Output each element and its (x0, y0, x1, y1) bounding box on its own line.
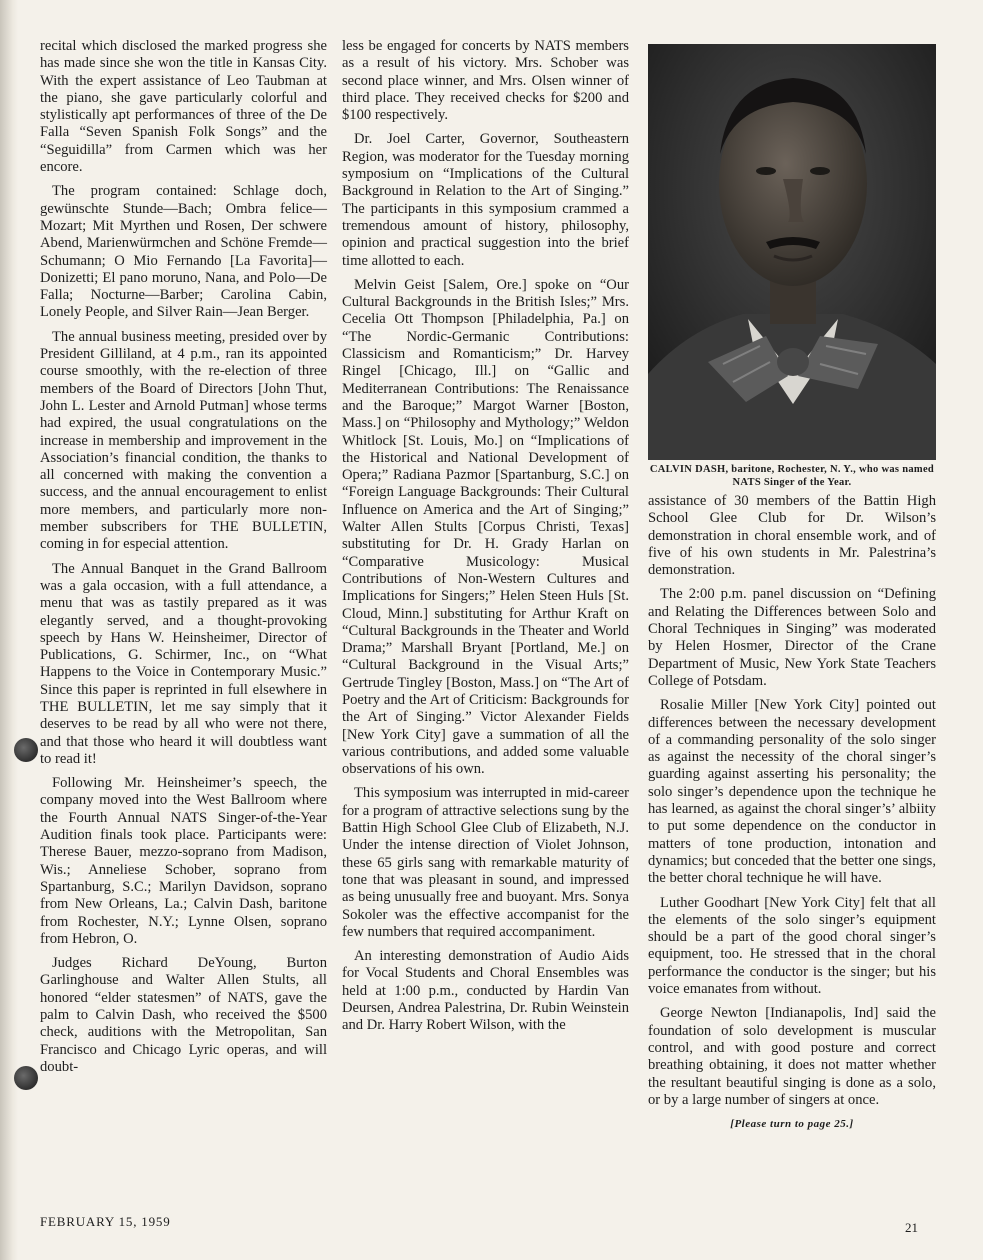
punch-hole (14, 738, 38, 762)
paragraph: Melvin Geist [Salem, Ore.] spoke on “Our Cultural Backgrounds in the British Isles;” Mrs. Cecelia Ott Thompson [Philadelphia, Pa.] on “The Nordic-Germanic Contributions: Classicism and Romanticism;” Dr. Harvey Ringel [Chicago, Ill.] on “Gallic and Mediterranean Contributions: The Renaissance and the Baroque;” Margot Warner [Boston, Mass.] on “Philosophy and Mythology;” Weldon Whitlock [St. Louis, Mo.] on “Implications of the Historical and National Development of Opera;” Radiana Pazmor [Spartanburg, S.C.] on “Foreign Language Backgrounds: Their Cultural Influence on America and the Art of Singing;” Walter Allen Stults [Corpus Christi, Texas] substituting for Dr. H. Grady Harlan on “Comparative Musicology: Musical Contributions of Non-Western Cultures and Implications for Singers;” Helen Steen Huls [St. Cloud, Minn.] substituting for Arthur Kraft on “Cultural Backgrounds in the Theater and World Drama;” Marshall Bryant [Portland, Me.] on “Cultural Background in the Visual Arts;” Gertrude Tingley [Boston, Mass.] on “The Art of Poetry and the Art of Criticism: Backgrounds for the Art of Singing.” Victor Alexander Fields [New York City] gave a summation of all the various contributions, and added some valuable observations of his own. (342, 276, 629, 778)
paragraph: Judges Richard DeYoung, Burton Garlinghouse and Walter Allen Stults, all honored “elder statesmen” of NATS, gave the palm to Calvin Dash, who received the $500 check, auditions with the Metropolitan, San Francisco and Chicago Lyric operas, and will doubt- (40, 955, 327, 1075)
paragraph: The 2:00 p.m. panel discussion on “Defining and Relating the Differences between Solo and Choral Techniques in Singing” was moderated by Helen Hosmer, Director of the Crane Department of Music, New York State Teachers College of Potsdam. (648, 586, 936, 689)
paragraph: recital which disclosed the marked progress she has made since she won the title in Kansas City. With the expert assistance of Leo Taubman at the piano, she gave particularly colorful and stylistically apt performances of three of the De Falla “Seven Spanish Folk Songs” and the “Seguidilla” from Carmen which was her encore. (40, 38, 327, 176)
text-column-3 (648, 493, 936, 1133)
text-column-2 (342, 38, 629, 1042)
paragraph: George Newton [Indianapolis, Ind] said the foundation of solo development is muscular control, and with good posture and correct breathing obtaining, it does not matter whether the resultant beautiful singing is done as a solo, or by a large number of singers at once. (648, 1005, 936, 1108)
paragraph: Luther Goodhart [New York City] felt that all the elements of the solo singer’s equipment should be a part of the good choral singer’s equipment, too. He stressed that in the choral performance the conductor is the singer; but his voice emanates from without. (648, 894, 936, 998)
page-number: 21 (905, 1220, 918, 1235)
paragraph: This symposium was interrupted in mid-career for a program of attractive selections sung by the Battin High School Glee Club of Elizabeth, N.J. Under the intense direction of Violet Johnson, these 65 girls sang with remarkable maturity of tone that was pleasant in sound, and impressed as being unusually free and buoyant. Mrs. Sonya Sokoler was the effective accompanist for the few numbers that required accompaniment. (342, 785, 629, 940)
photo-caption: CALVIN DASH, baritone, Rochester, N. Y., who was named NATS Singer of the Year. (649, 464, 935, 488)
portrait-photo (648, 44, 936, 460)
paragraph: The program contained: Schlage doch, gewünschte Stunde—Bach; Ombra felice—Mozart; Mit Myrthen und Rosen, Der schwere Abend, Marienwürmchen and Schöne Fremde—Schumann; O Mio Fernando [La Favorita]—Donizetti; El pano moruno, Nana, and Polo—De Falla; Nocturne—Barber; Carolina Cabin, Lonely People, and Silver Rain—Jean Berger. (40, 183, 327, 321)
paragraph: assistance of 30 members of the Battin High School Glee Club for Dr. Wilson’s demonstration in choral ensemble work, and of five of his own students in Mr. Palestrina’s demonstration. (648, 493, 936, 579)
issue-date: FEBRUARY 15, 1959 (40, 1214, 171, 1229)
paragraph: Following Mr. Heinsheimer’s speech, the company moved into the West Ballroom where the Fourth Annual NATS Singer-of-the-Year Audition finals took place. Participants were: Therese Bauer, mezzo-soprano from Madison, Wis.; Anneliese Schober, soprano from Spartanburg, S.C.; Marilyn Davidson, soprano from New Orleans, La.; Calvin Dash, baritone from Rochester, N.Y.; Lynne Olsen, soprano from Hebron, O. (40, 775, 327, 947)
paragraph: The annual business meeting, presided over by President Gilliland, at 4 p.m., ran its appointed course smoothly, with the re-election of three members of the Board of Directors [John Thut, John L. Lester and Arnold Putman] whose terms had expired, the usual congratulations on the increase in membership and improvement in the Association’s financial condition, the thanks to all concerned with making the convention a success, and the annual encouragement to enlist more members, and particularly more non-member subscribers for THE BULLETIN, coming in for especial attention. (40, 328, 327, 553)
paragraph: Rosalie Miller [New York City] pointed out differences between the necessary development of a commanding personality of the solo singer as against the necessity of the choral singer’s guarding against asserting his personality; the solo singer’s dependence upon the technique he has learned, as against the choral singer’s’ albiity to put some dependence on the conductor in matters of tone production, intonation and dynamics; but conceded that the better one sings, the better choral technique he will have. (648, 697, 936, 887)
text-column-1 (40, 38, 327, 1083)
continued-note: [Please turn to page 25.] (730, 1118, 854, 1131)
punch-hole (14, 1066, 38, 1090)
paragraph: less be engaged for concerts by NATS members as a result of his victory. Mrs. Schober was second place winner, and Mrs. Olsen winner of third place. They received checks for $200 and $100 respectively. (342, 38, 629, 124)
paragraph: The Annual Banquet in the Grand Ballroom was a gala occasion, with a full attendance, a menu that was as tastily prepared as it was elegantly served, and a thought-provoking speech by Hans W. Heinsheimer, Director of Publications, G. Schirmer, Inc., on “What Happens to the Voice in Contemporary Music.” Since this paper is reprinted in full elsewhere in THE BULLETIN, let me say simply that it deserves to be read by all who were not there, and that those who heard it will doubtless want to read it! (40, 560, 327, 767)
paragraph: An interesting demonstration of Audio Aids for Vocal Students and Choral Ensembles was held at 1:00 p.m., conducted by Hardin Van Deursen, Andrea Palestrina, Dr. Rubin Weinstein and Dr. Harry Robert Wilson, with the (342, 948, 629, 1034)
portrait-photo-illustration (648, 44, 936, 460)
paragraph: Dr. Joel Carter, Governor, Southeastern Region, was moderator for the Tuesday morning symposium on “Implications of the Cultural Background in Relation to the Art of Singing.” The participants in this symposium crammed a tremendous amount of history, philosophy, opinion and practical suggestion into the brief time allotted to each. (342, 131, 629, 269)
